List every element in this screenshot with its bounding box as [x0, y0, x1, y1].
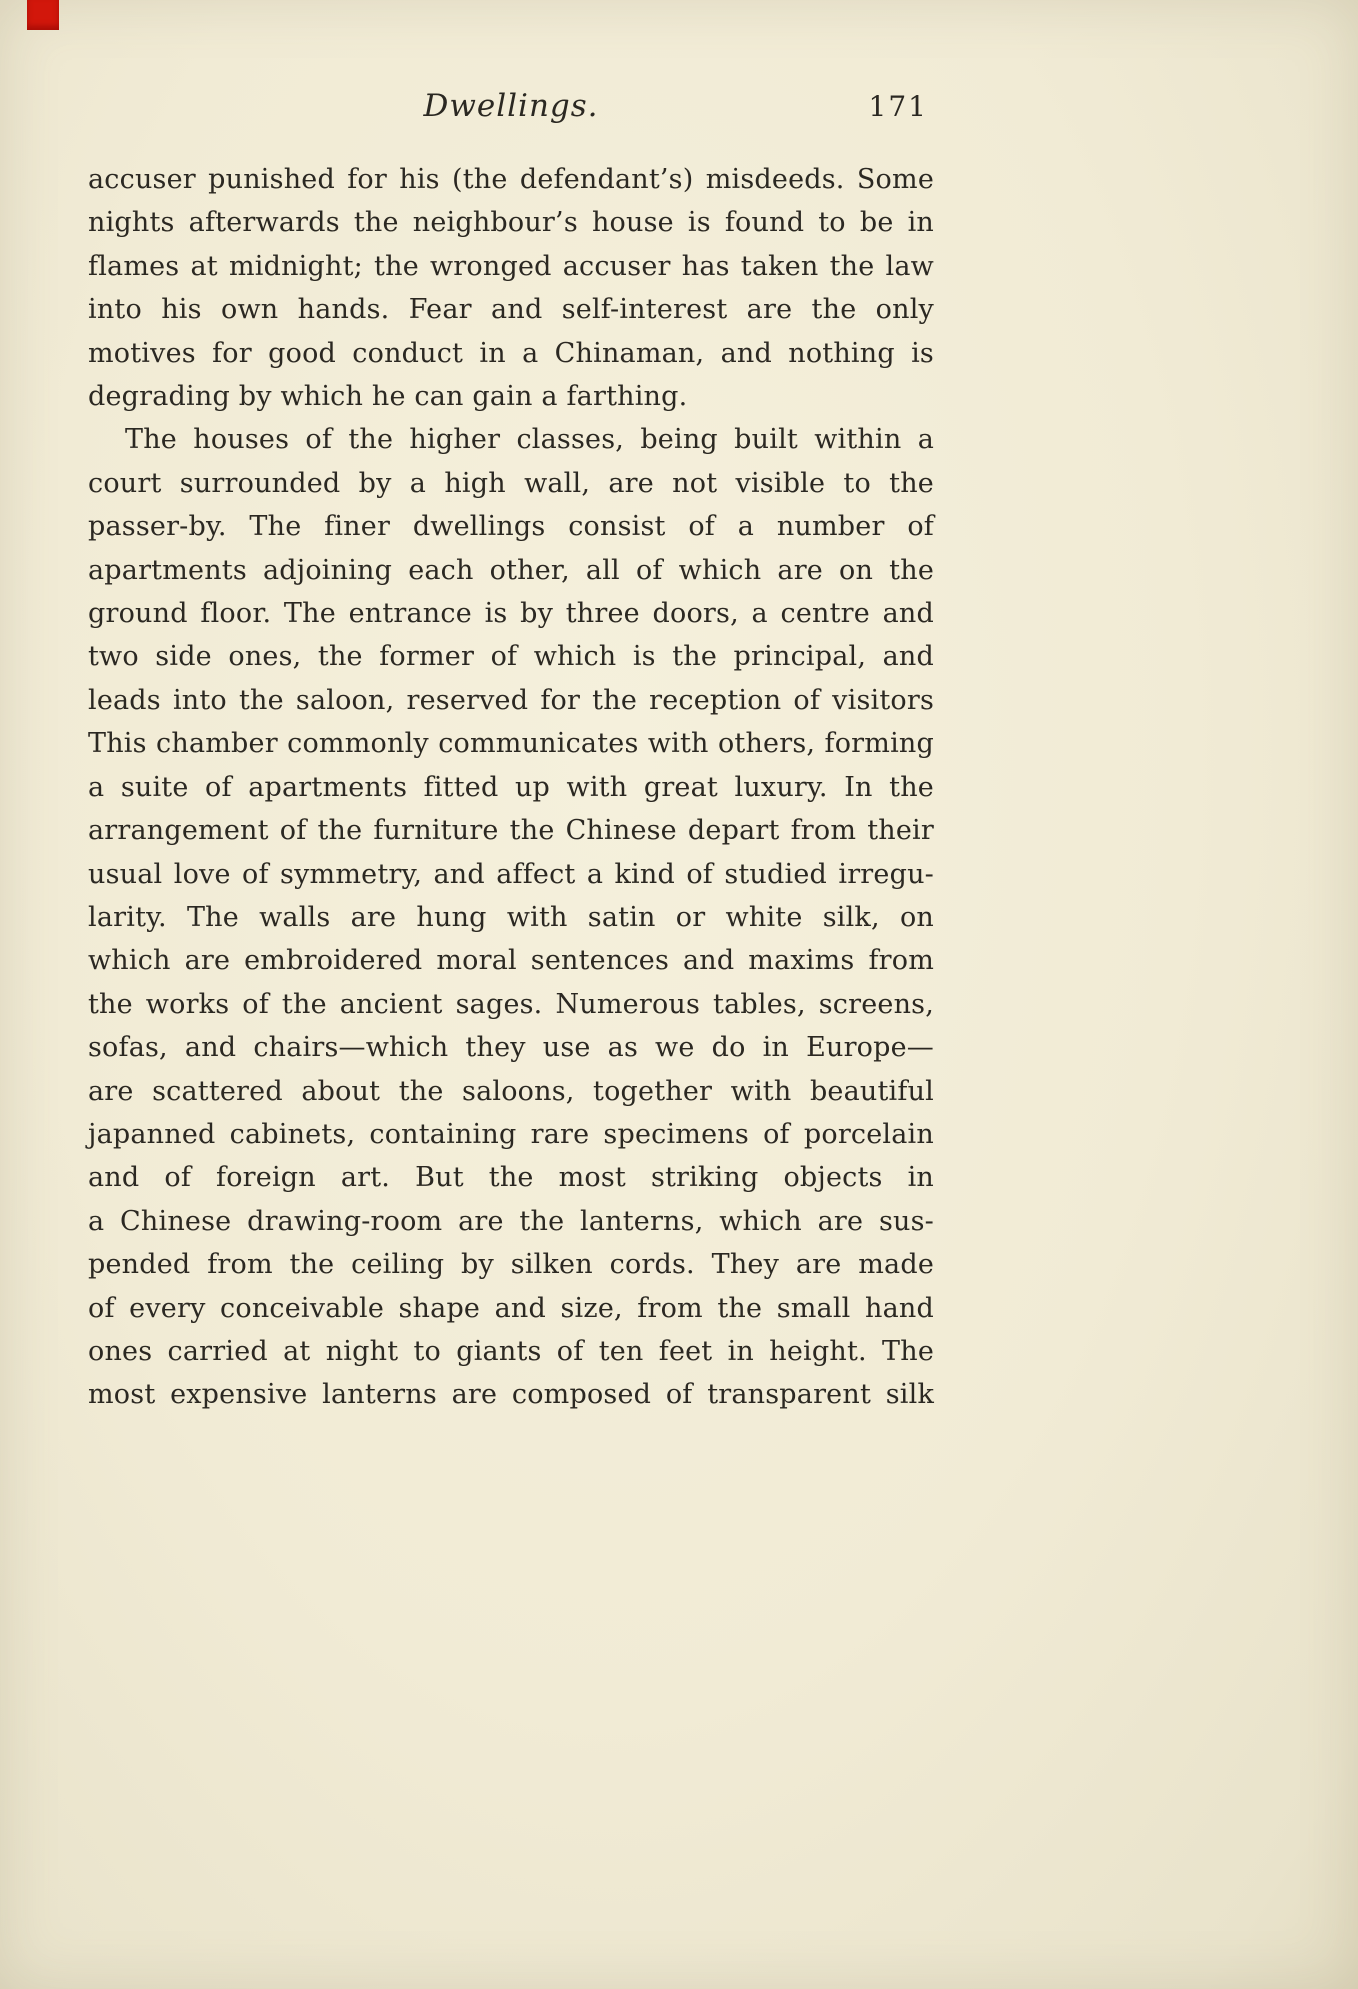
text-line: ground floor. The entrance is by three doors, a centre and — [88, 598, 934, 630]
text-line: court surrounded by a high wall, are not visible to the — [88, 467, 934, 499]
page-header-title: Dwellings. — [423, 88, 599, 124]
text-line: a Chinese drawing-room are the lanterns, which are sus- — [88, 1205, 934, 1237]
text-line: ones carried at night to giants of ten feet in height. The — [88, 1335, 934, 1367]
text-line: larity. The walls are hung with satin or white silk, on — [88, 901, 934, 933]
text-line: motives for good conduct in a Chinaman, and nothing is — [88, 337, 934, 369]
text-line: arrangement of the furniture the Chinese depart from their — [88, 815, 934, 847]
text-line: sofas, and chairs—which they use as we do in Europe— — [88, 1032, 934, 1064]
page-content — [88, 88, 934, 1417]
text-line: This chamber commonly communicates with others, forming — [88, 728, 934, 760]
text-line: usual love of symmetry, and affect a kind of studied irregu- — [88, 858, 934, 890]
text-line: apartments adjoining each other, all of which are on the — [88, 554, 934, 586]
text-line: degrading by which he can gain a farthing. — [88, 381, 688, 413]
text-line: leads into the saloon, reserved for the reception of visitors — [88, 684, 934, 716]
text-line: flames at midnight; the wronged accuser has taken the law — [88, 250, 934, 282]
text-line: passer-by. The finer dwellings consist of a number of — [88, 511, 934, 543]
text-line: nights afterwards the neighbour’s house is found to be in — [88, 207, 934, 239]
text-line: and of foreign art. But the most striking objects in — [88, 1162, 934, 1194]
text-line: The houses of the higher classes, being built within a — [125, 424, 934, 456]
text-line: two side ones, the former of which is the principal, and — [88, 641, 934, 673]
text-line: which are embroidered moral sentences and maxims from — [88, 945, 934, 977]
text-line: into his own hands. Fear and self-interest are the only — [88, 294, 934, 326]
text-line: japanned cabinets, containing rare specimens of porcelain — [88, 1118, 934, 1150]
text-line: the works of the ancient sages. Numerous tables, screens, — [88, 988, 934, 1020]
text-line: are scattered about the saloons, together with beautiful — [88, 1075, 934, 1107]
text-line: most expensive lanterns are composed of transparent silk — [88, 1379, 934, 1411]
text-line: accuser punished for his (the defendant’s) misdeeds. Some — [88, 164, 934, 195]
page-header — [88, 88, 934, 132]
text-line: a suite of apartments fitted up with great luxury. In the — [88, 771, 934, 803]
bookmark-ribbon — [27, 0, 59, 30]
page-number: 171 — [868, 90, 928, 123]
text-line: pended from the ceiling by silken cords. They are made — [88, 1249, 934, 1281]
text-line: of every conceivable shape and size, from the small hand — [88, 1292, 934, 1324]
body-text — [88, 158, 934, 1417]
